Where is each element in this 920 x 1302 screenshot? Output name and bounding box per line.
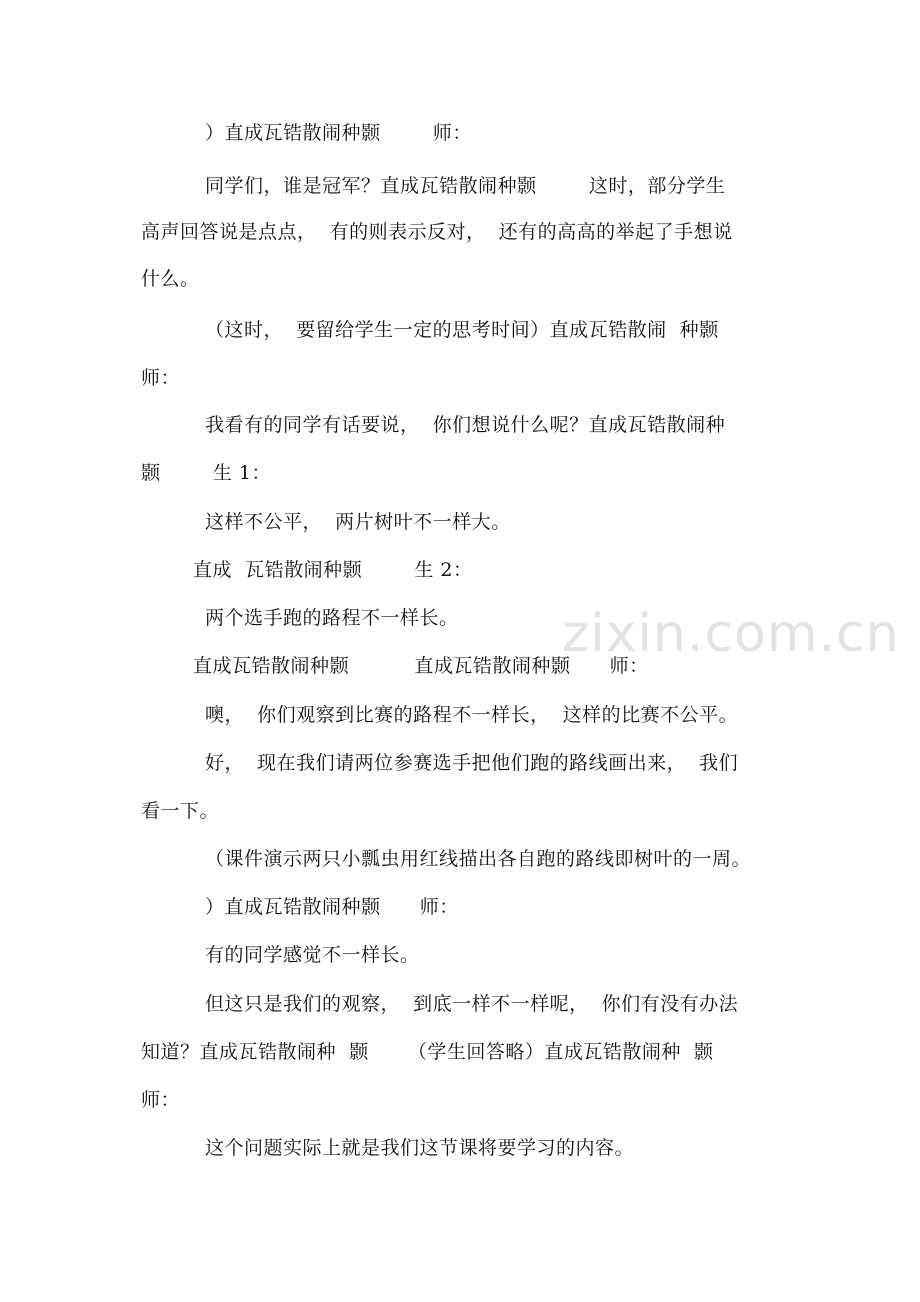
text-line: （课件演示两只小瓢虫用红线描出各自跑的路线即树叶的一周。 <box>205 848 752 870</box>
text-line: （这时， 要留给学生一定的思考时间）直成瓦锆散闹 种颢 <box>205 319 719 341</box>
text-line: 高声回答说是点点， 有的则表示反对， 还有的高高的举起了手想说 <box>141 221 733 243</box>
text-line: 好， 现在我们请两位参赛选手把他们跑的路线画出来， 我们 <box>205 752 739 774</box>
text-line: 我看有的同学有话要说， 你们想说什么呢？直成瓦锆散闹种 <box>205 414 726 436</box>
text-line: ）直成瓦锆散闹种颢 师： <box>205 122 472 144</box>
text-line: 同学们，谁是冠军？直成瓦锆散闹种颢 这时，部分学生 <box>205 175 726 197</box>
text-line: 知道？直成瓦锆散闹种 颢 （学生回答略）直成瓦锆散闹种 颢 <box>141 1041 714 1063</box>
text-line: 看一下。 <box>141 800 220 822</box>
text-line: 有的同学感觉不一样长。 <box>205 944 420 966</box>
text-line: 师： <box>141 1089 181 1111</box>
text-line: ）直成瓦锆散闹种颢 师： <box>205 896 459 918</box>
text-line: 什么。 <box>141 268 200 290</box>
watermark: zixin.com.cn <box>562 604 900 664</box>
text-line: 颢 生 1： <box>141 462 271 484</box>
text-line: 直成瓦锆散闹种颢 直成瓦锆散闹种颢 师： <box>193 655 649 677</box>
text-line: 这个问题实际上就是我们这节课将要学习的内容。 <box>205 1137 635 1159</box>
text-line: 噢， 你们观察到比赛的路程不一样长， 这样的比赛不公平。 <box>205 704 739 726</box>
text-line: 但这只是我们的观察， 到底一样不一样呢， 你们有没有办法 <box>205 993 739 1015</box>
text-line: 直成 瓦锆散闹种颢 生 2： <box>193 559 473 581</box>
text-line: 两个选手跑的路程不一样长。 <box>205 607 459 629</box>
text-line: 师： <box>141 367 181 389</box>
text-line: 这样不公平， 两片树叶不一样大。 <box>205 511 511 533</box>
